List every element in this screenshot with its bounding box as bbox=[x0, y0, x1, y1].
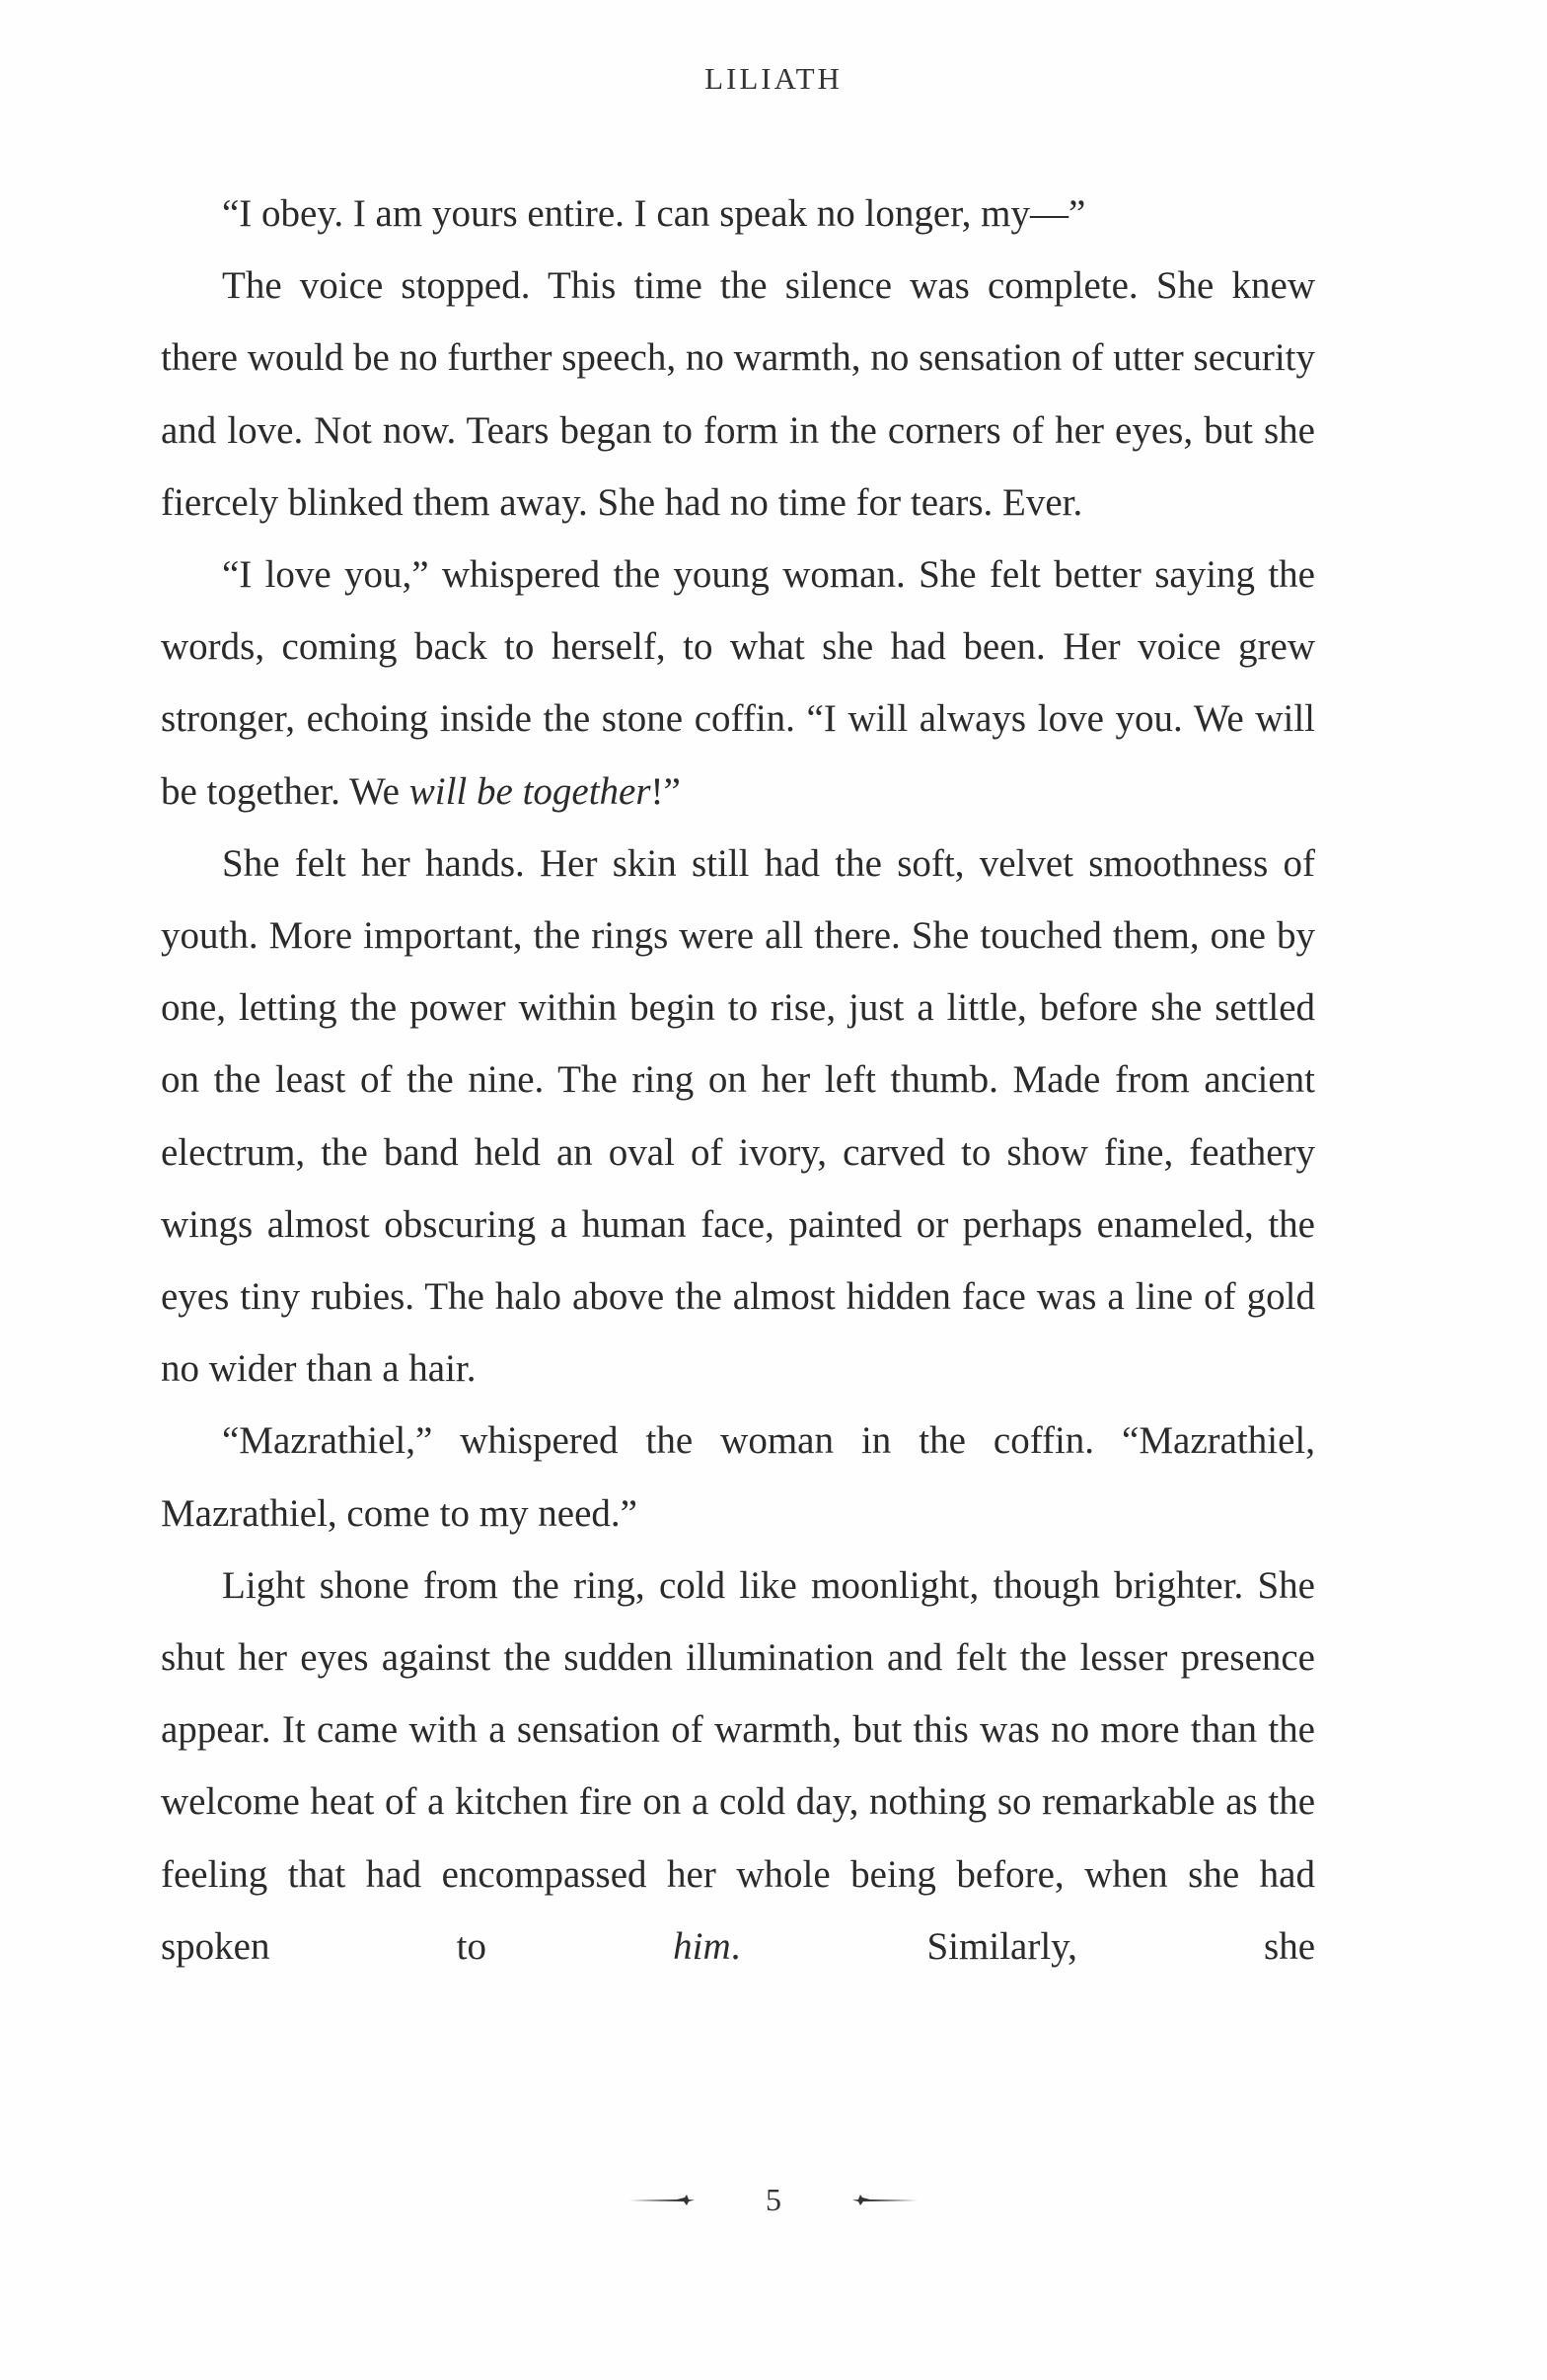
body-text bbox=[161, 178, 1315, 1983]
running-head: LILIATH bbox=[704, 61, 843, 96]
emphasis-text: will be together bbox=[408, 769, 651, 813]
right-arrow-ornament-icon bbox=[850, 2192, 920, 2207]
paragraph-text: “I obey. I am yours entire. I can speak no longer, my—” bbox=[222, 192, 1086, 235]
page-number: 5 bbox=[766, 2181, 781, 2217]
paragraph-text: “Mazrathiel,” whispered the woman in the coffin. “Mazrathiel, Mazrathiel, come to my need.” bbox=[161, 1419, 1315, 1535]
left-arrow-ornament-icon bbox=[627, 2192, 697, 2207]
paragraph bbox=[161, 828, 1315, 1406]
paragraph bbox=[161, 1550, 1315, 1983]
paragraph bbox=[161, 539, 1315, 828]
paragraph-text: !” bbox=[650, 769, 681, 813]
paragraph-text: Light shone from the ring, cold like moonlight, though brighter. She shut her eyes against the sudden illumination and felt the lesser presence appear. It came with a sensation of warmth, but this was no more than the welcome heat of a kitchen fire on a cold day, nothing so remarkable as the feeling that had encompassed her whole being before, when she had spoken to bbox=[161, 1563, 1315, 1968]
paragraph-text: “I love you,” whispered the young woman. She felt better saying the words, coming back to herself, to what she had been. Her voice grew stronger, echoing inside the stone coffin. “I will always love you. We will be together. We bbox=[161, 553, 1315, 813]
paragraph-text: The voice stopped. This time the silence was complete. She knew there would be no further speech, no warmth, no sensation of utter security and love. Not now. Tears began to form in the corners of her eyes, but she fiercely blinked them away. She had no time for tears. Ever. bbox=[161, 264, 1315, 524]
paragraph bbox=[161, 1405, 1315, 1549]
emphasis-text: him bbox=[673, 1924, 731, 1968]
page-footer bbox=[0, 2180, 1547, 2219]
paragraph bbox=[161, 178, 1315, 250]
paragraph bbox=[161, 250, 1315, 539]
paragraph-text: She felt her hands. Her skin still had the soft, velvet smoothness of youth. More important, the rings were all there. She touched them, one by one, letting the power within begin to rise, just a little, before she settled on the least of the nine. The ring on her left thumb. Made from ancient electrum, the band held an oval of ivory, carved to show fine, feathery wings almost obscuring a human face, painted or perhaps enameled, the eyes tiny rubies. The halo above the almost hidden face was a line of gold no wider than a hair. bbox=[161, 841, 1315, 1391]
paragraph-text: . Similarly, she bbox=[730, 1924, 1316, 1968]
